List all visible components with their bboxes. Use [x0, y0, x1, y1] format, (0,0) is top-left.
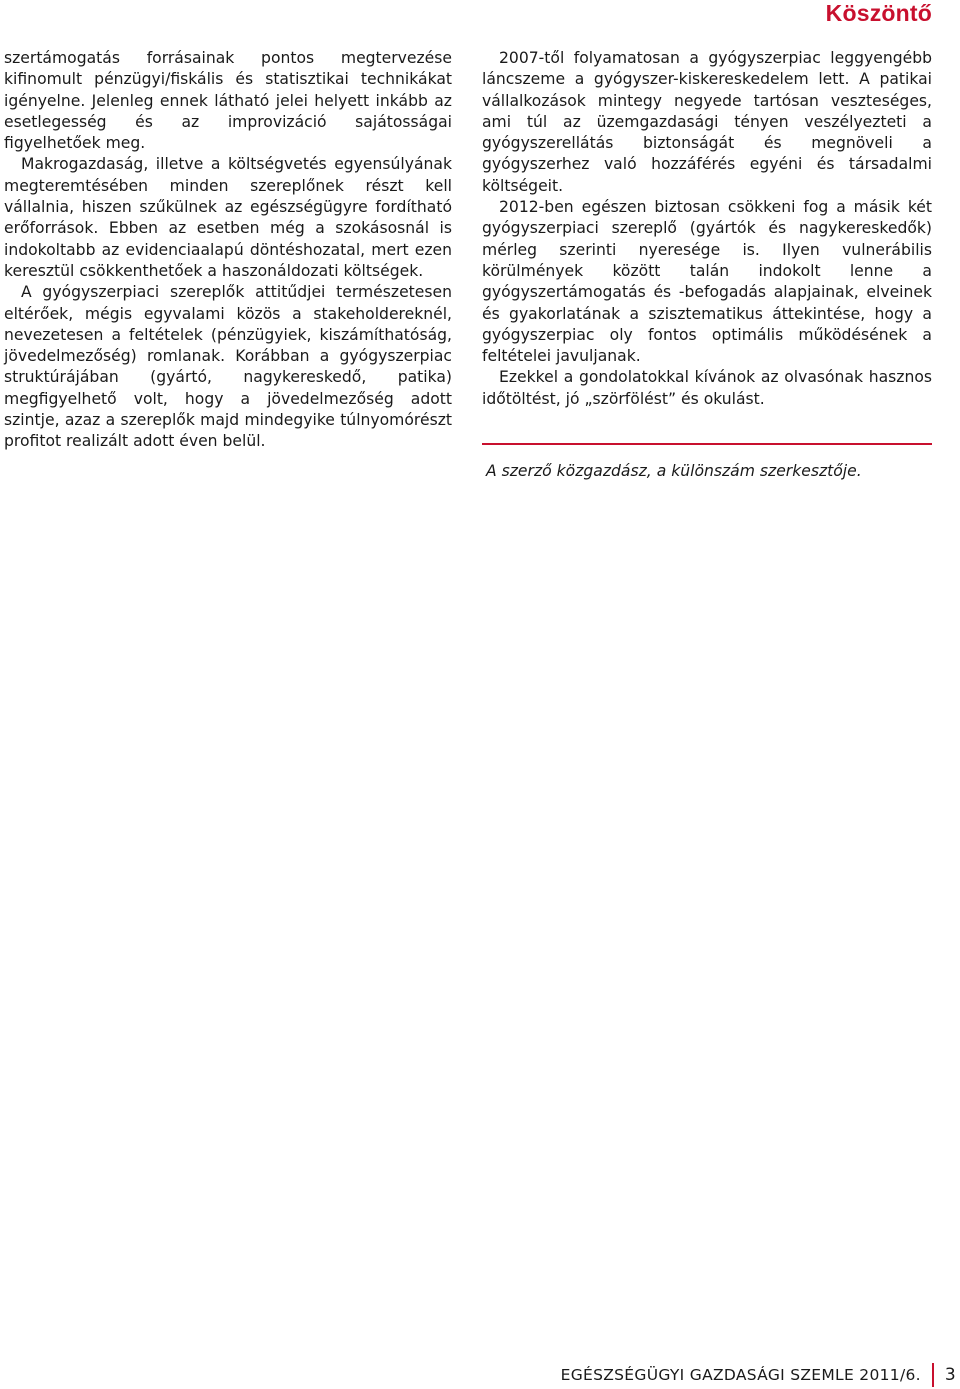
paragraph: 2007-től folyamatosan a gyógyszerpiac leggyengébb láncszeme a gyógyszer-kiskereskedelem lett. A patikai vállalkozások mintegy negyede tartósan veszteséges, ami túl az üzemgazdasági tényen veszélyezteti a gyógyszerellátás biztonságát és megnöveli a gyógyszerhez való hozzáférés egyéni és társadalmi költségeit. — [482, 49, 932, 195]
paragraph: A gyógyszerpiaci szereplők attitűdjei természetesen eltérőek, mégis egyvalami közös a stakeholdereknél, nevezetesen a feltételek (pénzügyiek, kiszámíthatóság, jövedelmezőség) romlanak. Korábban a gyógyszerpiac struktúrájában (gyártó, nagykereskedő, patika) megfigyelhető volt, hogy a jövedelmezőség adott szintje, azaz a szereplők majd mindegyike túlnyomórészt profitot realizált adott éven belül. — [4, 283, 452, 451]
paragraph: 2012-ben egészen biztosan csökkeni fog a másik két gyógyszerpiaci szereplő (gyártók és nagykereskedők) mérleg szerinti nyeresége is. Ilyen vulnerábilis körülmények között talán indokolt lenne a gyógyszertámogatás és -befogadás alapjainak, elveinek és gyakorlatának a szisztematikus áttekintése, hogy a gyógyszerpiac oly fontos optimális működésének a feltételei javuljanak. — [482, 198, 932, 366]
paragraph: Ezekkel a gondolatokkal kívánok az olvasónak hasznos időtöltést, jó „szörfölést” és okulást. — [482, 368, 932, 408]
divider-rule — [482, 443, 932, 445]
page-footer — [561, 1363, 956, 1387]
page-number: 3 — [944, 1365, 956, 1385]
footer-separator — [932, 1363, 934, 1387]
left-column — [4, 48, 452, 453]
right-column — [482, 48, 932, 482]
journal-name: EGÉSZSÉGÜGYI GAZDASÁGI SZEMLE 2011/6. — [560, 1366, 921, 1384]
paragraph: Makrogazdaság, illetve a költségvetés egyensúlyának megteremtésében minden szereplőnek részt kell vállalnia, hiszen szűkülnek az egészségügyre fordítható erőforrások. Ebben az esetben még a szokásosnál is indokoltabb az evidenciaalapú döntéshozatal, mert ezen keresztül csökkenthetőek a haszonáldozati költségek. — [4, 155, 452, 280]
section-title: Köszöntő — [825, 0, 932, 26]
paragraph: szertámogatás forrásainak pontos megtervezése kifinomult pénzügyi/fiskális és statisztikai technikákat igényelne. Jelenleg ennek látható jelei helyett inkább az esetlegesség és az improvizáció sajátosságai figyelhetőek meg. — [4, 49, 452, 153]
author-note: A szerző közgazdász, a különszám szerkesztője. — [486, 462, 862, 481]
